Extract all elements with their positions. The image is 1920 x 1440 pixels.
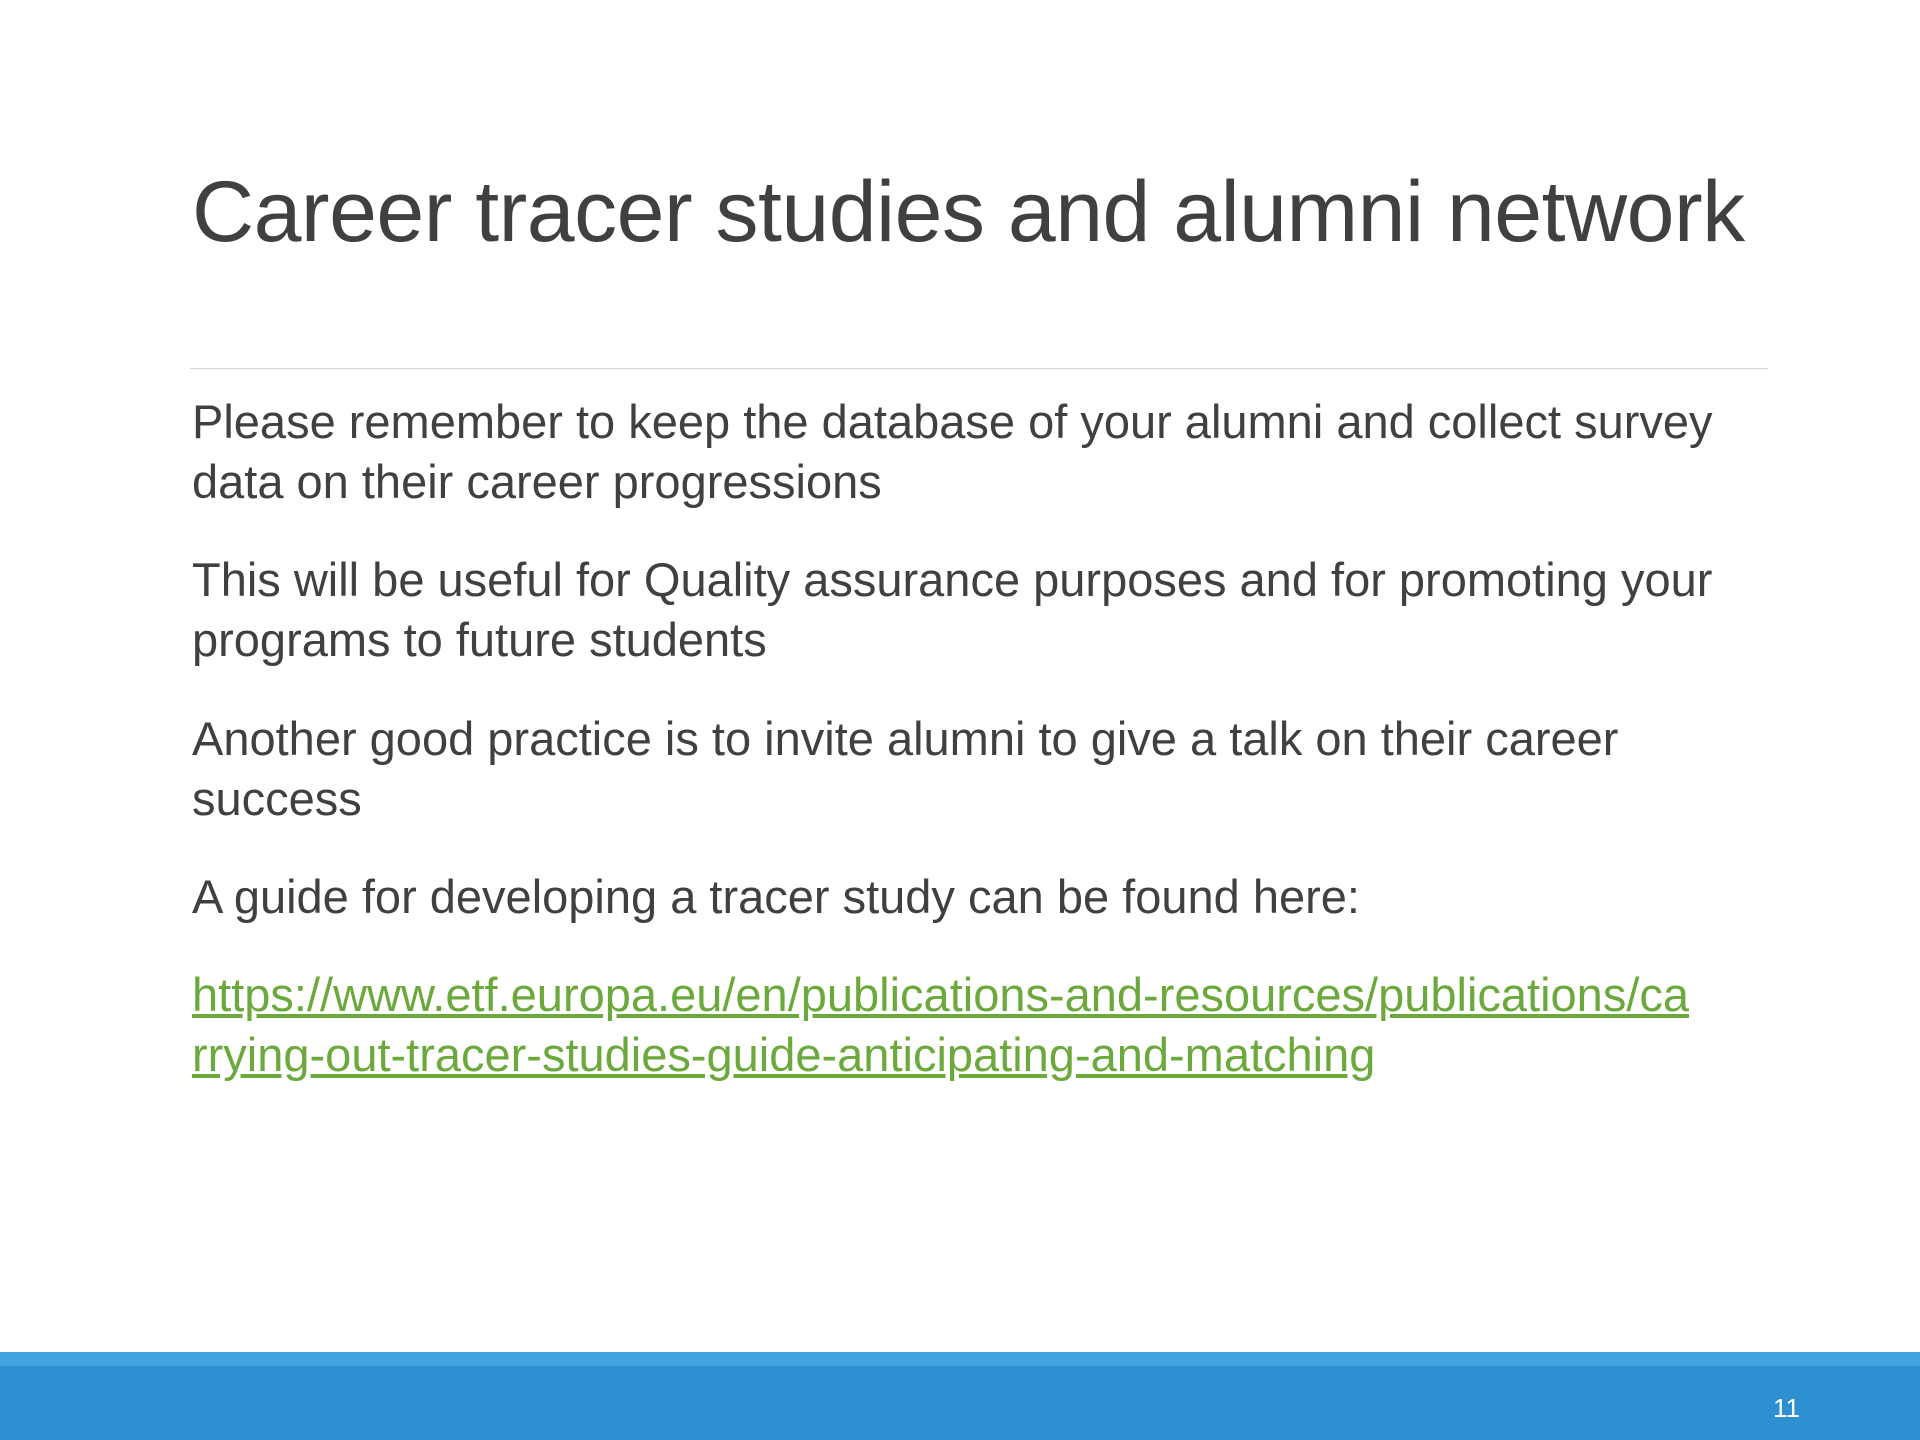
body-paragraph: Another good practice is to invite alumni to give a talk on their career success <box>192 711 1619 825</box>
body-paragraph: A guide for developing a tracer study can be found here: <box>192 869 1360 923</box>
body-paragraph: This will be useful for Quality assurance purposes and for promoting your programs to future students <box>192 553 1713 667</box>
body-paragraph: Please remember to keep the database of your alumni and collect survey data on their career progressions <box>192 395 1713 509</box>
page-number: 11 <box>1773 1393 1800 1423</box>
footer-bar <box>0 1366 1920 1440</box>
title-divider <box>190 368 1768 369</box>
tracer-study-guide-link[interactable]: https://www.etf.europa.eu/en/publications-and-resources/publications/carrying-out-tracer-studies-guide-anticipating-and-matching <box>192 968 1690 1082</box>
slide-body <box>192 392 1752 1085</box>
tracer-study-guide-link-paragraph <box>192 965 1702 1085</box>
page-title: Career tracer studies and alumni network <box>192 163 1745 260</box>
footer-accent-line <box>0 1352 1920 1366</box>
